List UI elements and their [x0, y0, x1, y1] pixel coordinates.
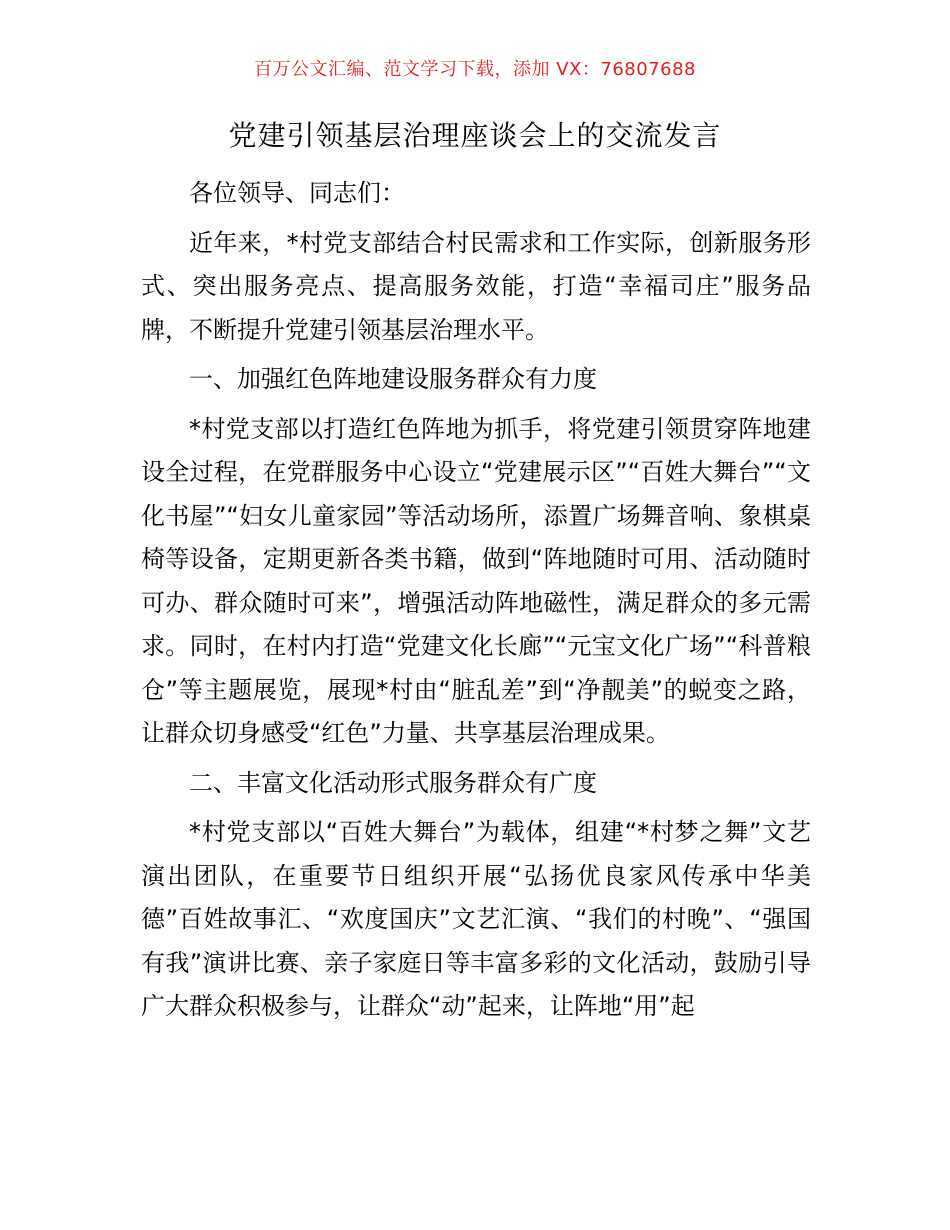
intro-paragraph: 近年来，*村党支部结合村民需求和工作实际，创新服务形式、突出服务亮点、提高服务效能，打造“幸福司庄”服务品牌，不断提升党建引领基层治理水平。: [141, 228, 811, 344]
section-2-paragraph: *村党支部以“百姓大舞台”为载体，组建“*村梦之舞”文艺演出团队，在重要节日组织开展“弘扬优良家风传承中华美德”百姓故事汇、“欢度国庆”文艺汇演、“我们的村晚”、“强国有我”演讲比赛、亲子家庭日等丰富多彩的文化活动，鼓励引导广大群众积极参与，让群众“动”起来，让阵地“用”起: [141, 818, 811, 1020]
section-heading-1: 一、加强红色阵地建设服务群众有力度: [189, 365, 597, 393]
salutation: 各位领导、同志们：: [189, 179, 405, 207]
section-heading-2: 二、丰富文化活动形式服务群众有广度: [189, 768, 597, 797]
section-1-paragraph: *村党支部以打造红色阵地为抓手，将党建引领贯穿阵地建设全过程，在党群服务中心设立“党建展示区”“百姓大舞台”“文化书屋”“妇女儿童家园”等活动场所，添置广场舞音响、象棋桌椅等设备，定期更新各类书籍，做到“阵地随时可用、活动随时可办、群众随时可来”，增强活动阵地磁性，满足群众的多元需求。同时，在村内打造“党建文化长廊”“元宝文化广场”“科普粮仓”等主题展览，展现*村由“脏乱差”到“净靓美”的蜕变之路，让群众切身感受“红色”力量、共享基层治理成果。: [141, 414, 811, 747]
header-contact-note: 百万公文汇编、范文学习下载，添加 VX：76807688: [254, 59, 696, 80]
document-body: [141, 172, 811, 1035]
document-title: 党建引领基层治理座谈会上的交流发言: [228, 119, 722, 152]
